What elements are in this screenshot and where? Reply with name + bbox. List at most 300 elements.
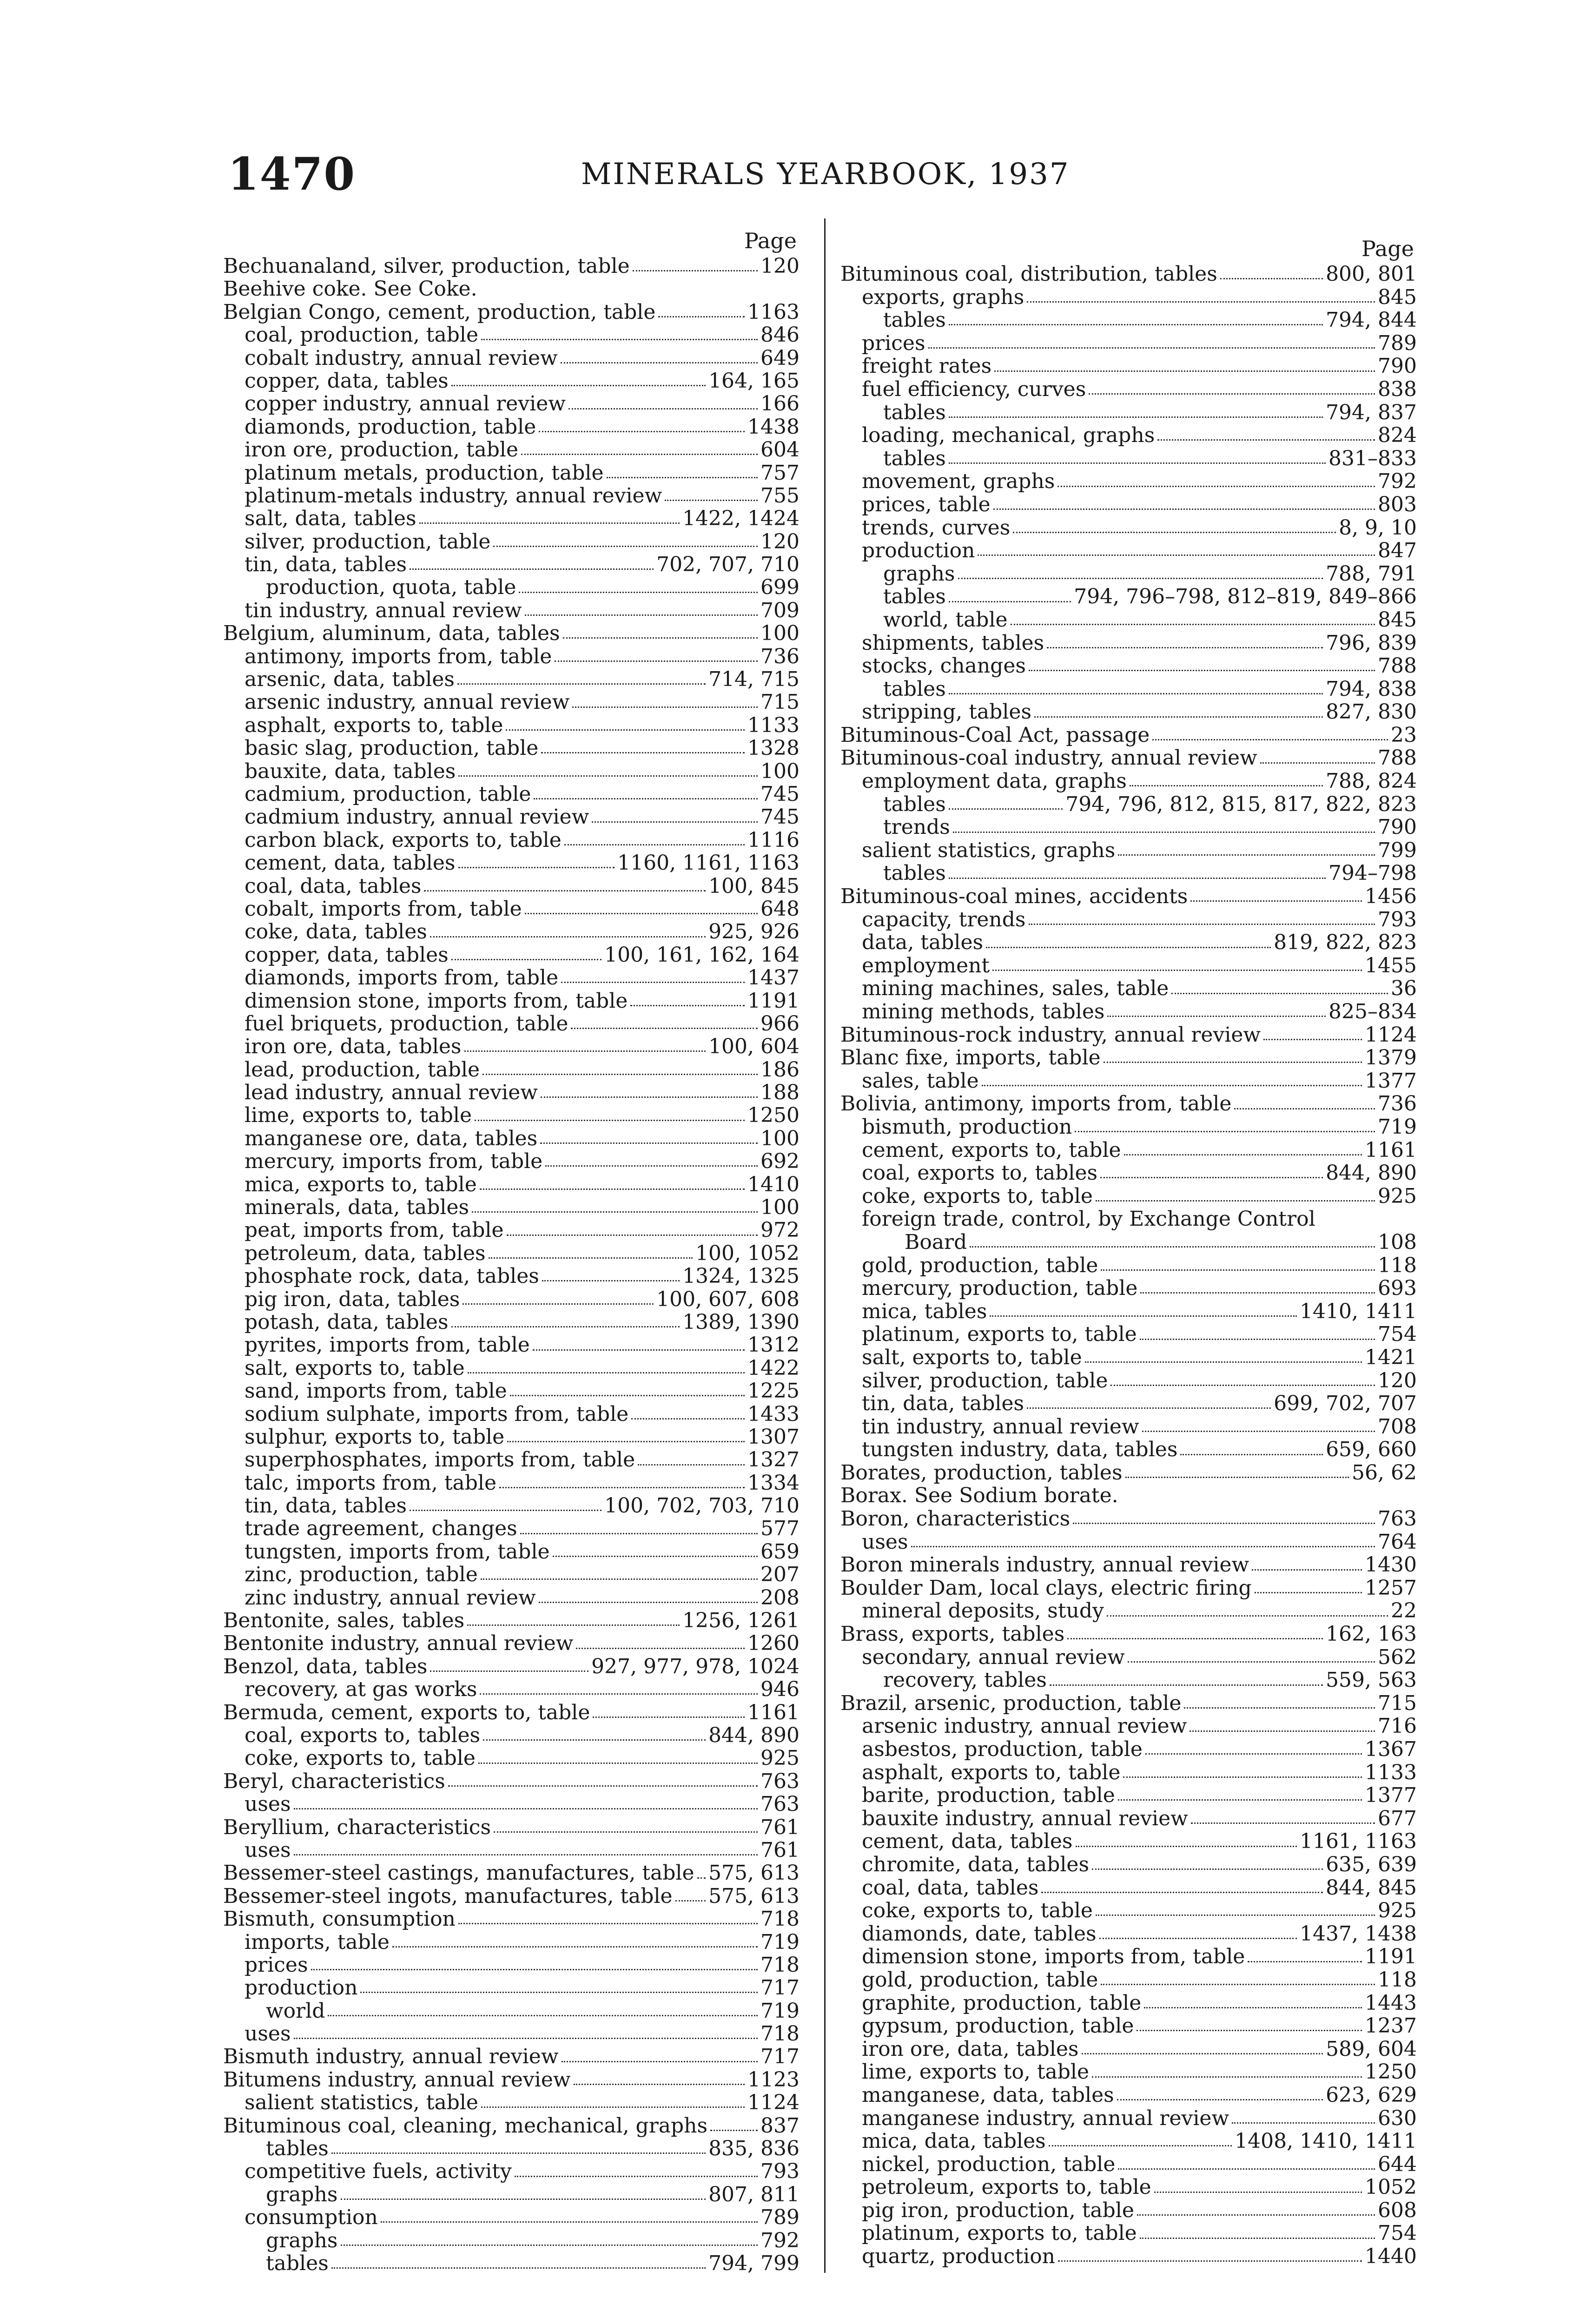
dot-leader [1110,1385,1375,1386]
dot-leader [561,362,758,363]
entry-text: diamonds, date, tables [862,1922,1097,1946]
entry-pages: 162, 163 [1326,1622,1417,1646]
entry-pages: 608 [1378,2198,1417,2222]
dot-leader [506,729,745,731]
entry-text: dimension stone, imports from, table [245,989,628,1012]
dot-leader [457,683,706,685]
entry-pages: 847 [1378,539,1417,563]
entry-pages: 761 [760,1815,800,1839]
entry-pages: 1438 [747,415,800,439]
index-entry [223,301,800,324]
dot-leader [928,347,1375,349]
entry-pages: 794, 838 [1326,677,1417,701]
entry-pages: 1256, 1261 [682,1609,800,1633]
index-entry [840,977,1417,1000]
index-entry [223,875,800,898]
dot-leader [1107,1016,1326,1017]
dot-leader [1142,1431,1375,1432]
entry-pages: 719 [1378,1115,1417,1139]
entry-pages: 825–834 [1328,1000,1417,1023]
entry-text: iron ore, production, table [245,438,519,462]
index-entry [223,1931,800,1954]
entry-text: Bechuanaland, silver, production, table [223,255,630,278]
index-entry [840,562,1417,586]
index-entry [840,2245,1417,2268]
entry-text: bauxite, data, tables [245,759,456,783]
entry-text: cobalt industry, annual review [245,346,558,370]
dot-leader [534,798,758,799]
dot-leader [1255,1592,1362,1593]
entry-text: copper industry, annual review [245,392,566,416]
dot-leader [483,1739,706,1741]
entry-text: tables [883,401,946,424]
entry-pages: 925, 926 [708,920,800,944]
index-entry [223,1127,800,1150]
entry-text: zinc industry, annual review [245,1586,536,1610]
index-entry [223,462,800,484]
index-entry [223,2183,800,2206]
index-entry [223,324,800,346]
dot-leader [1101,1984,1375,1985]
index-entry [223,737,800,759]
entry-pages: 108 [1378,1230,1417,1254]
index-entry [840,2222,1417,2245]
dot-leader [1058,2260,1362,2262]
entry-pages: 8, 9, 10 [1339,515,1417,540]
index-entry [223,1517,800,1540]
dot-leader [1248,1961,1362,1962]
entry-text: mercury, production, table [862,1277,1138,1300]
dot-leader [1263,1039,1362,1040]
dot-leader [710,2130,758,2131]
index-entry [840,793,1417,816]
index-entry [223,1150,800,1173]
dot-leader [592,821,758,823]
entry-text: mica, exports to, table [245,1173,477,1196]
index-entry [840,355,1417,378]
entry-text: peat, imports from, table [245,1219,504,1242]
entry-pages: 844, 845 [1326,1875,1417,1900]
entry-text: trade agreement, changes [245,1517,517,1540]
index-entry [840,2107,1417,2130]
index-entry [840,1899,1417,1922]
dot-leader [294,1808,758,1809]
dot-leader [381,2221,758,2223]
entry-text: freight rates [862,355,992,378]
index-entry [223,392,800,415]
entry-text: gold, production, table [862,1968,1098,1992]
entry-text: tin, data, tables [245,553,407,576]
entry-text: platinum, exports to, table [862,1323,1137,1346]
entry-text: consumption [245,2206,378,2229]
entry-text: diamonds, production, table [245,415,536,439]
dot-leader [494,1831,758,1833]
entry-text: stocks, changes [862,654,1026,678]
dot-leader [311,1969,758,1970]
dot-leader [1232,2122,1375,2124]
index-entry [840,1046,1417,1070]
entry-pages: 100, 161, 162, 164 [604,943,800,967]
dot-leader [481,2106,745,2108]
index-entry [840,493,1417,516]
entry-pages: 794, 837 [1326,400,1417,424]
index-entry [223,1976,800,1999]
index-entry [840,1415,1417,1439]
entry-pages: 1379 [1365,1046,1417,1070]
dot-leader [478,1763,758,1764]
dot-leader [1100,1177,1323,1178]
index-entry [223,1540,800,1563]
dot-leader [563,637,758,639]
index-entry [840,539,1417,562]
entry-pages: 708 [1378,1414,1417,1439]
index-entry [223,622,800,645]
index-entry [223,2022,800,2045]
dot-leader [1184,1707,1375,1709]
entry-pages: 120 [760,529,800,554]
dot-leader [1140,1339,1375,1340]
entry-pages: 120 [760,254,800,278]
dot-leader [464,1050,706,1052]
entry-pages: 1052 [1365,2175,1417,2199]
entry-text: exports, graphs [862,285,1024,309]
dot-leader [533,1349,745,1351]
entry-text: employment [862,954,990,977]
index-entry [840,1646,1417,1669]
dot-leader [1107,1615,1388,1617]
entry-pages: 1437, 1438 [1300,1921,1417,1946]
entry-text: recovery, tables [883,1669,1047,1692]
index-entry [840,2199,1417,2222]
entry-text: coal, data, tables [245,874,422,898]
dot-leader [424,890,706,891]
dot-leader [468,1372,745,1373]
entry-pages: 788, 824 [1326,769,1417,793]
index-entries-left [223,255,800,2275]
index-entry [840,1438,1417,1461]
dot-leader [1118,2168,1375,2170]
entry-text: coal, data, tables [862,1876,1039,1900]
entry-text: coke, exports to, table [862,1899,1093,1922]
dot-leader [1118,1799,1362,1801]
index-entry [223,1380,800,1402]
entry-text: salient statistics, table [245,2091,478,2114]
entry-text: uses [245,1793,291,1816]
entry-pages: 794, 844 [1326,308,1417,332]
index-entry [223,2045,800,2068]
page-column-label: Page [744,228,797,253]
dot-leader [949,601,1071,602]
index-entry [840,1830,1417,1853]
dot-leader [410,1510,601,1511]
dot-leader [331,2152,706,2154]
dot-leader [1145,1753,1362,1755]
entry-pages: 927, 977, 978, 1024 [591,1654,800,1678]
entry-pages: 604 [760,438,800,462]
dot-leader [1157,439,1375,441]
index-entry [223,1678,800,1701]
entry-pages: 1163 [747,300,800,324]
dot-leader [541,752,745,753]
dot-leader [949,462,1326,464]
entry-text: production, quota, table [266,576,516,599]
entry-text: tin, data, tables [862,1392,1024,1415]
dot-leader [631,1418,745,1419]
entry-text: Bermuda, cement, exports to, table [223,1701,590,1724]
index-entry [223,347,800,370]
entry-pages: 100, 845 [708,874,800,898]
entry-pages: 186 [760,1057,800,1082]
entry-text: fuel efficiency, curves [862,377,1086,401]
dot-leader [675,1900,706,1901]
entry-text: manganese ore, data, tables [245,1127,538,1150]
index-entry [840,746,1417,770]
entry-pages: 925 [1378,1184,1417,1208]
index-entry [223,1426,800,1448]
entry-text: Borax. See Sodium borate. [840,1484,1118,1508]
index-entry [223,1632,800,1655]
entry-pages: 754 [1378,2221,1417,2245]
entry-text: Bituminous-coal industry, annual review [840,746,1257,770]
entry-pages: 1421 [1365,1345,1417,1369]
entry-pages: 1430 [1365,1553,1417,1577]
dot-leader [542,1280,680,1281]
entry-pages: 719 [760,1930,800,1954]
dot-leader [665,500,758,501]
dot-leader [958,578,1323,579]
index-entry [840,470,1417,493]
entry-text: Blanc fixe, imports, table [840,1046,1101,1070]
dot-leader [982,1085,1362,1086]
dot-leader [458,775,758,777]
entry-text: secondary, annual review [862,1645,1125,1669]
index-entry [223,1747,800,1769]
entry-pages: 793 [760,2159,800,2184]
entry-text: tables [883,309,946,332]
entry-pages: 736 [1378,1092,1417,1116]
entry-text: cadmium industry, annual review [245,805,589,829]
entry-pages: 819, 822, 823 [1274,931,1417,955]
dot-leader [341,2245,758,2246]
entry-text: tables [883,677,946,701]
entry-pages: 589, 604 [1326,2037,1417,2061]
index-entry [840,1300,1417,1323]
dot-leader [1082,2053,1323,2054]
entry-pages: 1334 [747,1471,800,1495]
dot-leader [949,808,1063,810]
dot-leader [1092,2076,1362,2078]
entry-pages: 1328 [747,736,800,760]
entry-text: potash, data, tables [245,1310,449,1334]
index-entry [840,1992,1417,2015]
entry-pages: 100, 1052 [695,1241,800,1265]
dot-leader [986,947,1271,948]
entry-text: lime, exports to, table [245,1104,472,1127]
entry-pages: 799 [1378,838,1417,862]
entry-pages: 789 [1378,331,1417,355]
entry-pages: 208 [760,1585,800,1610]
entry-pages: 846 [760,323,800,347]
dot-leader [562,2061,758,2062]
index-entry [223,1770,800,1793]
index-entry [223,1908,800,1930]
entry-text: Bitumens industry, annual review [223,2068,571,2092]
index-entry [223,1839,800,1862]
dot-leader [949,878,1326,879]
entry-text: shipments, tables [862,631,1044,655]
index-entry [840,1553,1417,1577]
dot-leader [458,867,615,868]
index-entry [223,1862,800,1884]
entry-pages: 1312 [747,1333,800,1357]
index-entry [840,1784,1417,1807]
index-entry [840,424,1417,447]
entry-pages: 649 [760,346,800,370]
index-entry [223,599,800,622]
entry-text: silver, production, table [862,1369,1108,1393]
entry-pages: 716 [1378,1714,1417,1738]
dot-leader [1057,486,1375,487]
entry-pages: 764 [1378,1530,1417,1554]
dot-leader [515,2176,758,2177]
entry-pages: 207 [760,1563,800,1587]
index-entry [223,944,800,966]
entry-pages: 1161 [1365,1138,1417,1162]
dot-leader [568,408,758,409]
entry-text: arsenic, data, tables [245,668,455,691]
entry-pages: 827, 830 [1326,700,1417,724]
index-entry [223,484,800,507]
entry-pages: 1437 [747,966,800,990]
dot-leader [1220,278,1323,279]
dot-leader [994,370,1375,372]
page-number: 1470 [228,148,356,200]
entry-pages: 575, 613 [708,1884,800,1908]
entry-pages: 1191 [747,989,800,1013]
index-entry [223,714,800,737]
entry-pages: 1410 [747,1172,800,1196]
entry-pages: 188 [760,1081,800,1105]
dot-leader [1180,1454,1323,1455]
entry-pages: 164, 165 [708,369,800,393]
index-entry [223,1104,800,1127]
entry-text: movement, graphs [862,470,1055,493]
index-entry [223,1701,800,1724]
index-entry [840,2038,1417,2061]
dot-leader [510,1395,745,1396]
entry-text: mining methods, tables [862,1000,1105,1023]
entry-pages: 717 [760,2045,800,2069]
dot-leader [607,477,758,478]
dot-leader [978,555,1375,556]
entry-text: carbon black, exports to, table [245,828,562,852]
index-entry [223,1311,800,1334]
index-entry [223,1655,800,1678]
entry-text: Bismuth industry, annual review [223,2045,559,2068]
index-entry [840,862,1417,885]
entry-pages: 56, 62 [1352,1460,1417,1485]
entry-text: phosphate rock, data, tables [245,1265,539,1288]
dot-leader [328,2015,758,2016]
dot-leader [1067,1638,1323,1639]
dot-leader [1096,1915,1375,1916]
index-entry [840,2084,1417,2107]
entry-text: Bituminous coal, cleaning, mechanical, graphs [223,2114,708,2138]
entry-text: tables [883,585,946,608]
entry-text: gold, production, table [862,1254,1098,1277]
entry-pages: 831–833 [1328,446,1417,470]
index-entry [840,2060,1417,2084]
index-entry [840,1323,1417,1346]
index-entry [223,2068,800,2091]
column-divider [824,218,826,2273]
entry-pages: 100, 604 [708,1035,800,1059]
dot-leader [521,454,758,455]
dot-leader [1050,1684,1323,1686]
index-entry [223,1196,800,1219]
entry-pages: 1124 [747,2091,800,2115]
dot-leader [480,1188,745,1190]
dot-leader [1137,2214,1375,2216]
dot-leader [489,1257,693,1259]
entry-pages: 100, 702, 703, 710 [604,1494,800,1518]
dot-leader [1190,900,1362,902]
entry-pages: 788 [1378,746,1417,770]
entry-pages: 736 [760,644,800,668]
entry-pages: 1377 [1365,1069,1417,1093]
entry-text: mining machines, sales, table [862,977,1169,1000]
entry-pages: 794, 796, 812, 815, 817, 822, 823 [1065,792,1417,816]
entry-pages: 925 [760,1746,800,1770]
entry-pages: 1123 [747,2067,800,2092]
index-entry [840,1185,1417,1208]
dot-leader [561,982,745,983]
index-entry [223,1954,800,1976]
index-entry [223,1012,800,1035]
index-entry [223,2091,800,2114]
entry-text: sulphur, exports to, table [245,1425,505,1449]
dot-leader [638,1464,745,1466]
entry-text: uses [245,1838,291,1862]
index-entry [840,1692,1417,1715]
entry-text: pig iron, data, tables [245,1287,460,1311]
index-entry [840,1346,1417,1369]
index-entry [840,1070,1417,1093]
index-entry [223,1288,800,1311]
dot-leader [451,385,706,386]
entry-pages: 755 [760,483,800,508]
entry-text: cement, data, tables [245,852,456,875]
index-entry [223,691,800,713]
index-entry [223,1472,800,1494]
entry-text: silver, production, table [245,530,491,554]
index-entry [840,1000,1417,1023]
index-entry [840,1392,1417,1415]
entry-pages: 1455 [1365,953,1417,977]
entry-pages: 659, 660 [1326,1438,1417,1462]
entry-pages: 835, 836 [708,2137,800,2161]
entry-text: graphs [266,2229,338,2252]
index-entry [840,378,1417,401]
dot-leader [1140,1292,1375,1294]
index-entry [840,2176,1417,2199]
entry-pages: 1440 [1365,2245,1417,2269]
entry-text: salient statistics, graphs [862,838,1116,862]
index-entry [840,1945,1417,1968]
entry-pages: 1422, 1424 [682,507,800,531]
entry-text: coke, exports to, table [862,1184,1093,1208]
entry-pages: 1307 [747,1425,800,1449]
